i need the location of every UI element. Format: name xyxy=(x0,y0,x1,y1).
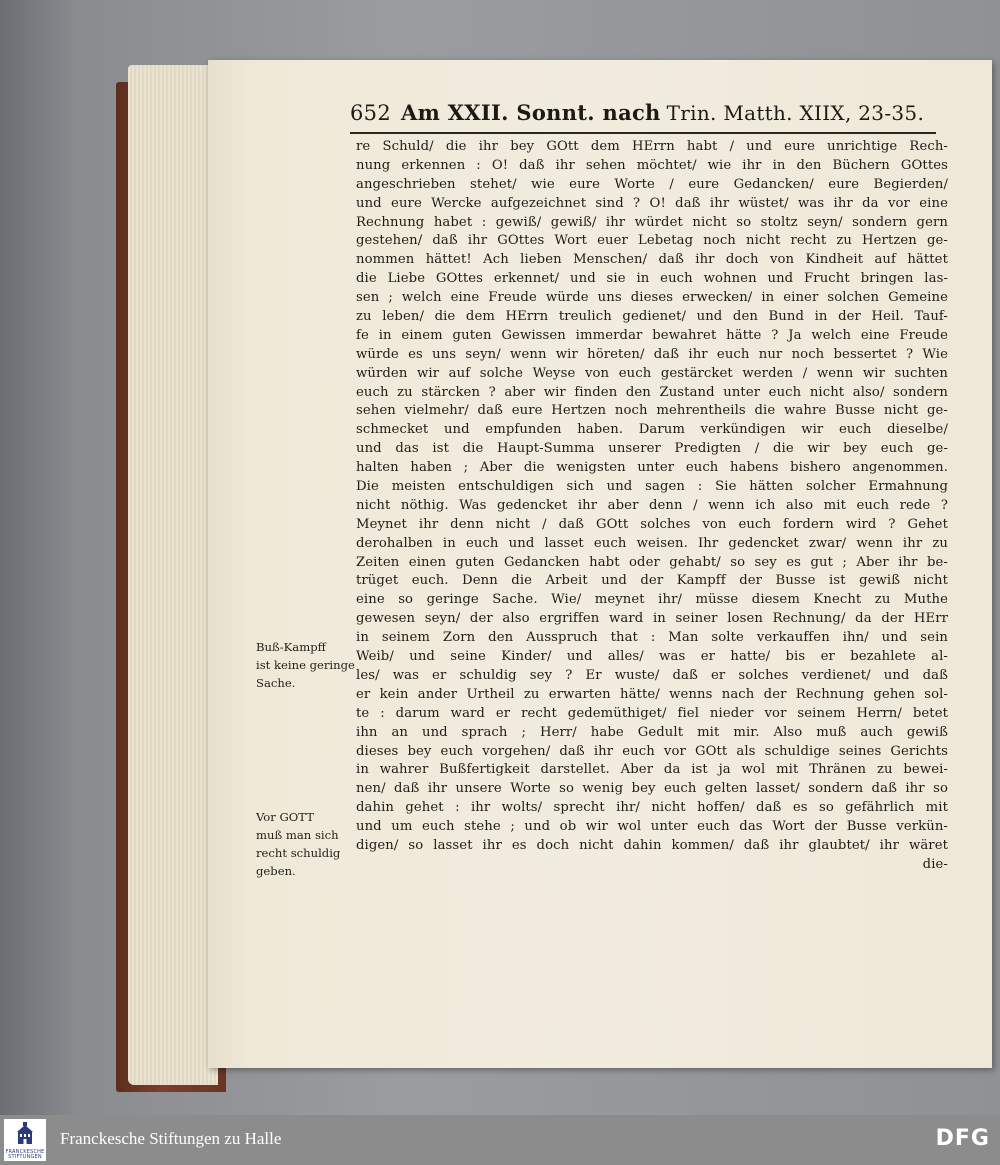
marginal-line: Sache. xyxy=(256,676,296,690)
marginal-line: geben. xyxy=(256,864,296,878)
text-line: fe in einem guten Gewissen immerdar bewahret hätte ? Ja welch eine Freude xyxy=(356,327,948,343)
text-line: Weib/ und seine Kinder/ und alles/ was er hatte/ bis er bezahlete al- xyxy=(356,649,948,665)
text-line: nicht nöthig. Was gedencket ihr aber denn / wenn ich also mit euch rede ? xyxy=(356,497,948,513)
marginal-line: Vor GOTT xyxy=(256,810,314,824)
footer-bar xyxy=(0,1115,1000,1165)
running-head xyxy=(350,100,925,125)
text-line: halten haben ; Aber die wenigsten unter euch habens bishero angenommen. xyxy=(356,460,948,476)
text-line: eine so geringe Sache. Wie/ meynet ihr/ müsse diesem Knecht zu Muthe xyxy=(356,592,948,608)
text-line: Rechnung habet : gewiß/ gewiß/ ihr würdet nicht so stoltz seyn/ sondern gern xyxy=(356,214,948,230)
logo-caption-line: FRANCKESCHE xyxy=(5,1149,45,1155)
text-line: in wahrer Bußfertigkeit darstellet. Aber da ist ja wol mit Thränen zu bewei- xyxy=(356,762,948,778)
bible-reference: Trin. Matth. XIIX, 23-35. xyxy=(666,101,925,125)
text-line: würden wir auf solche Weyse von euch gestärcket werden / wenn wir suchten xyxy=(356,365,948,381)
text-line: nen/ daß ihr unsere Worte so wenig bey euch gelten lasset/ sondern daß ihr so xyxy=(356,781,948,797)
logo-caption xyxy=(4,1150,46,1160)
text-line: gestehen/ daß ihr GOttes Wort euer Lebetag noch nicht recht zu Hertzen ge- xyxy=(356,233,948,249)
text-line: digen/ so lasset ihr es doch nicht dahin kommen/ daß ihr glaubtet/ ihr wäret xyxy=(356,837,948,853)
text-line: und um euch stehe ; und ob wir wol unter euch das Wort der Busse verkün- xyxy=(356,819,948,835)
text-line: zu leben/ die dem HErrn treulich gedienet/ und den Bund in der Heil. Tauf- xyxy=(356,309,948,325)
text-line: würde es uns seyn/ wenn wir höreten/ daß ihr euch nur noch bessertet ? Wie xyxy=(356,346,948,362)
page-title: Am XXII. Sonnt. nach xyxy=(400,100,661,125)
text-line: in seinem Zorn den Ausspruch that : Man solte verkauffen ihn/ und sein xyxy=(356,630,948,646)
body-text xyxy=(356,138,948,875)
text-line: Meynet ihr denn nicht / daß GOtt solches von euch fordern wird ? Gehet xyxy=(356,516,948,532)
text-line: die- xyxy=(922,856,948,872)
orphanage-building-icon xyxy=(15,1122,35,1148)
page-number: 652 xyxy=(350,101,391,125)
text-line: Die meisten entschuldigen sich und sagen : Sie hätten solcher Ermahnung xyxy=(356,479,948,495)
text-line: trüget euch. Denn die Arbeit und der Kampff der Busse ist gewiß nicht xyxy=(356,573,948,589)
text-line: Zeiten einen guten Gedancken habt oder gehabt/ so sey es gut ; Aber ihr be- xyxy=(356,554,948,570)
text-line: derohalben in euch und lasset euch weisen. Ihr gedencket zwar/ wenn ihr zu xyxy=(356,535,948,551)
text-line: schmecket und empfunden haben. Darum verkündigen wir euch dieselbe/ xyxy=(356,422,948,438)
text-line: les/ was er schuldig sey ? Er wuste/ daß er solches verdienet/ und daß xyxy=(356,667,948,683)
institution-logo[interactable] xyxy=(4,1119,46,1161)
marginal-line: Buß-Kampff xyxy=(256,640,326,654)
text-line: die Liebe GOttes erkennet/ und sie in euch wohnen und Frucht bringen las- xyxy=(356,271,948,287)
marginal-note xyxy=(256,808,354,880)
header-rule xyxy=(350,132,936,134)
text-line: er kein ander Urtheil zu erwarten hätte/ wenns nach der Rechnung gehen sol- xyxy=(356,686,948,702)
text-line: nung erkennen : O! daß ihr sehen möchtet/ wie ihr in den Büchern GOttes xyxy=(356,157,948,173)
book-page xyxy=(208,60,992,1068)
text-line: nommen hättet! Ach lieben Menschen/ daß ihr doch von Kindheit auf hättet xyxy=(356,252,948,268)
text-line: gewesen seyn/ der also ergriffen ward in seiner losen Rechnung/ da der HErr xyxy=(356,611,948,627)
logo-caption-line: STIFTUNGEN xyxy=(8,1154,42,1160)
text-line: euch zu stärcken ? aber wir finden den Zustand unter euch nicht also/ sondern xyxy=(356,384,948,400)
text-line: angeschrieben stehet/ wie eure Worte / eure Gedancken/ eure Begierden/ xyxy=(356,176,948,192)
marginal-note xyxy=(256,638,354,692)
text-line: dieses bey euch vorgehen/ daß ihr euch vor GOtt als schuldige seines Gerichts xyxy=(356,743,948,759)
text-line: sehen vielmehr/ daß eure Hertzen noch mehrentheils die wahre Busse nicht ge- xyxy=(356,403,948,419)
text-line: te : darum ward er recht gedemüthiget/ fiel nieder vor seinem Herrn/ betet xyxy=(356,705,948,721)
text-line: ihn an und sprach ; Herr/ habe Gedult mit mir. Also muß auch gewiß xyxy=(356,724,948,740)
text-line: sen ; welch eine Freude würde uns dieses erwecken/ in einer solchen Gemeine xyxy=(356,290,948,306)
text-line: re Schuld/ die ihr bey GOtt dem HErrn habt / und eure unrichtige Rech- xyxy=(356,139,948,154)
marginal-line: recht schuldig xyxy=(256,846,341,860)
dfg-logo[interactable]: DFG xyxy=(935,1126,990,1151)
marginal-line: ist keine geringe xyxy=(256,658,355,672)
text-line: und das ist die Haupt-Summa unserer Predigten / die wir bey euch ge- xyxy=(356,441,948,457)
text-line: und eure Wercke aufgezeichnet sind ? O! daß ihr wüstet/ was ihr da vor eine xyxy=(356,195,948,211)
marginal-line: muß man sich xyxy=(256,828,339,842)
page-edges xyxy=(128,65,218,1085)
text-line: dahin gehet : ihr wolts/ sprecht ihr/ nicht hoffen/ daß es so gefährlich mit xyxy=(356,800,948,816)
institution-name[interactable]: Franckesche Stiftungen zu Halle xyxy=(60,1129,282,1148)
